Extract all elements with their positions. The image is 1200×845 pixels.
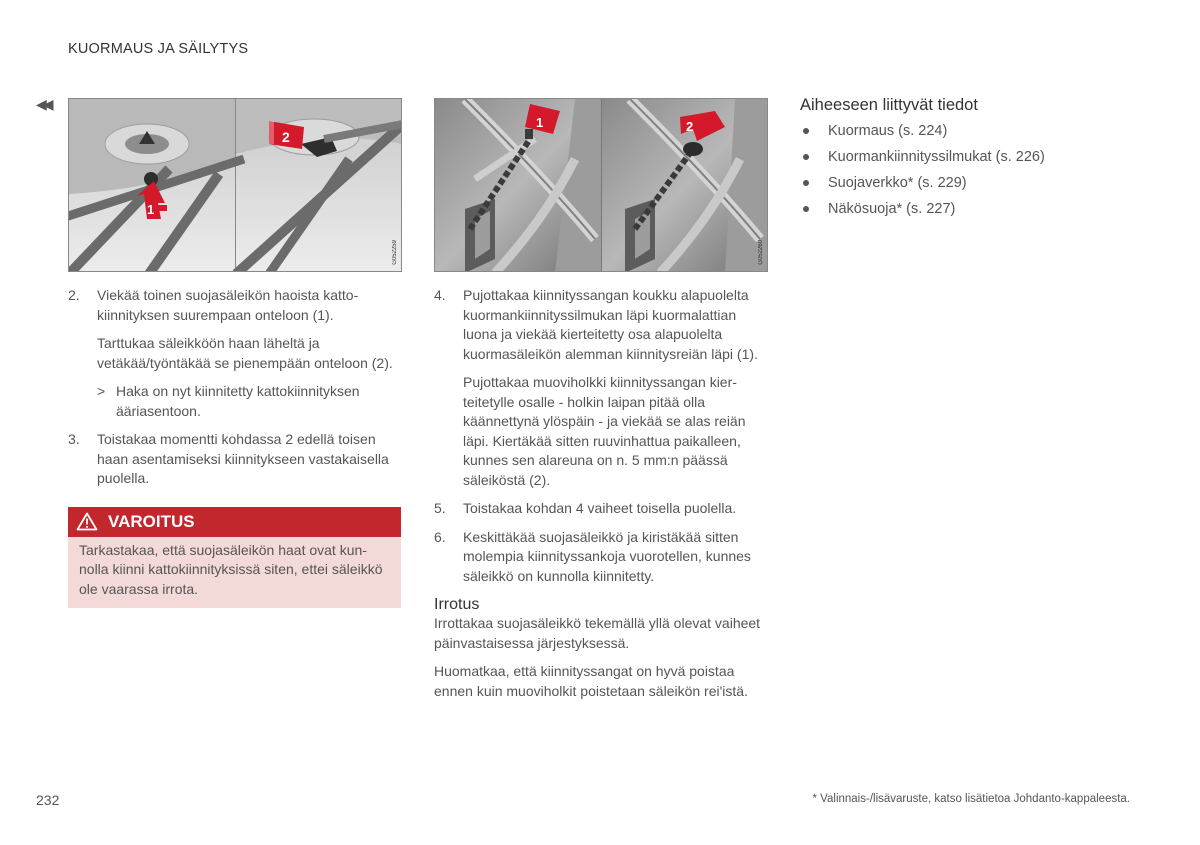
figure-floor-attachment (434, 98, 768, 272)
step-text: Keskittäkää suojasäleikkö ja kiristäkää sitten molempia kiinnityssankoja vuorotellen, kunnes säleikkö on kunnolla kiinnitetty. (463, 528, 751, 584)
related-link-text: Kuormankiinnityssilmukat (s. 226) (828, 148, 1045, 165)
step-5 (434, 499, 768, 519)
step-number: 3. (68, 431, 80, 447)
step-4 (434, 286, 768, 364)
figure-b-marker-1: 1 (536, 115, 544, 130)
related-link-text: Kuormaus (s. 224) (828, 122, 948, 139)
removal-paragraph-1: Irrottakaa suojasäleikkö tekemällä yllä olevat vaiheet päinvastaisessa järjestyksessä. (434, 615, 761, 651)
step-2 (68, 286, 402, 325)
warning-triangle-icon (76, 512, 98, 531)
warning-header (68, 507, 401, 537)
step-number: 6. (434, 528, 446, 545)
step-number: 4. (434, 287, 446, 303)
warning-title: VAROITUS (108, 511, 195, 531)
figure-a-marker-2: 2 (282, 129, 290, 145)
step-2-result (97, 382, 402, 421)
step-text: Pujottakaa kiinnityssangan koukku alapuolelta kuormankiinnityssilmukan läpi kuormalattian luona ja viekää kierteitetty osa alapuolelta kuormasäleikön alemman kiinnitysreiän läpi (1). (463, 287, 758, 362)
bullet-icon (800, 196, 828, 222)
related-info (800, 96, 1140, 222)
step-4-detail: Pujottakaa muoviholkki kiinnityssangan kierteitetylle osalle - holkin laipan pitää olla käännettynä ylöspäin - ja viekää se alas reiän läpi. Kiertäkää sitten ruuvinhattua paikalleen, kunnes sen alareuna on n. 5 mm:n päässä säleiköstä (2). (463, 374, 746, 488)
figure-a-marker-1: 1 (147, 202, 155, 217)
bullet-icon (800, 144, 828, 170)
figure-roof-attachment (68, 98, 402, 272)
related-link-text: Näkösuoja* (s. 227) (828, 200, 956, 217)
footnote: * Valinnais-/lisävaruste, katso lisätietoa Johdanto-kappaleesta. (812, 793, 1130, 805)
step-text: Toistakaa momentti kohdassa 2 edellä toisen haan asentamiseksi kiinnitykseen vastakaisella puolella. (97, 431, 389, 486)
removal-paragraph-2: Huomatkaa, että kiinnityssangat on hyvä poistaa ennen kuin muoviholkit poistetaan säleikön rei'istä. (434, 663, 748, 699)
step-3 (68, 430, 402, 489)
step-text: Viekää toinen suojasäleikön haoista kattokiinnityksen suurempaan onteloon (1). (97, 287, 359, 323)
section-title: KUORMAUS JA SÄILYTYS (68, 41, 249, 57)
bullet-icon (800, 170, 828, 196)
column-2 (434, 286, 768, 710)
warning-text: Tarkastakaa, että suojasäleikön haat ovat kunnolla kiinni kattokiinnityksissä siten, ettei säleikkö ole vaarassa irrota. (68, 537, 401, 609)
figure-code: G052259 (392, 240, 398, 265)
step-number: 2. (68, 287, 80, 303)
roof-attachment-illustration (69, 99, 402, 272)
related-info-title: Aiheeseen liittyvät tiedot (800, 96, 978, 114)
related-link-text: Suojaverkko* (s. 229) (828, 174, 967, 191)
removal-heading: Irrotus (434, 596, 480, 613)
column-1 (68, 286, 402, 608)
related-list (800, 118, 1140, 222)
figure-b-marker-2: 2 (686, 119, 694, 134)
related-link-loading[interactable] (800, 118, 1140, 144)
step-number: 5. (434, 500, 446, 516)
result-mark: > (97, 383, 106, 399)
continued-arrows-icon: ◀◀ (36, 96, 50, 112)
floor-attachment-illustration (435, 99, 768, 272)
bullet-icon (800, 118, 828, 144)
figure-code: G052260 (758, 240, 764, 265)
step-6 (434, 528, 768, 587)
related-link-safety-net[interactable] (800, 170, 1140, 196)
related-link-tie-down-eyes[interactable] (800, 144, 1140, 170)
step-text: Toistakaa kohdan 4 vaiheet toisella puolella. (463, 500, 737, 516)
page-number: 232 (36, 792, 60, 808)
step-2-detail: Tarttukaa säleikköön haan läheltä ja vetäkää/työntäkää se pienempään onteloon (2). (97, 335, 393, 371)
warning-box (68, 507, 401, 609)
related-link-privacy-cover[interactable] (800, 196, 1140, 222)
result-text: Haka on nyt kiinnitetty kattokiinnityksen ääriasentoon. (116, 383, 360, 419)
